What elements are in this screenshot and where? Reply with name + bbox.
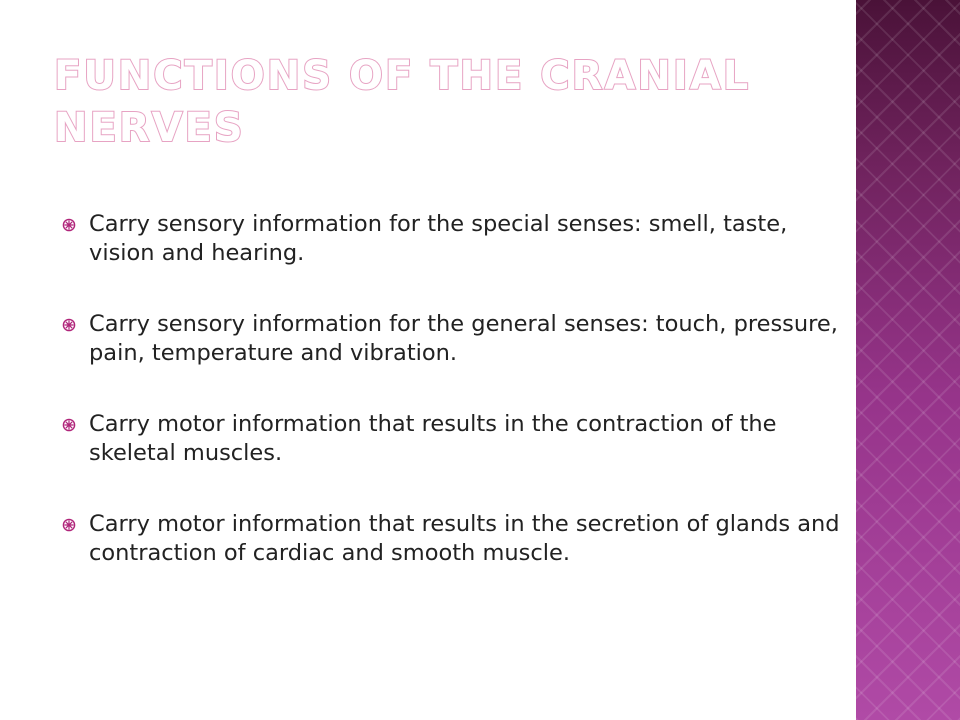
bullet-item (60, 210, 840, 268)
bullet-item (60, 510, 840, 568)
bullet-text: Carry sensory information for the general senses: touch, pressure, pain, temperature and vibration. (89, 311, 838, 366)
bullet-text: Carry motor information that results in the secretion of glands and contraction of cardiac and smooth muscle. (89, 511, 840, 566)
radial-bullet-icon (62, 318, 76, 332)
side-decorative-panel (856, 0, 960, 720)
bullet-item (60, 410, 840, 468)
slide-title: FUNCTIONS OF THE CRANIAL NERVES (54, 53, 751, 151)
bullet-item (60, 310, 840, 368)
radial-bullet-icon (62, 418, 76, 432)
radial-bullet-icon (62, 518, 76, 532)
radial-bullet-icon (62, 218, 76, 232)
bullet-list (60, 210, 840, 610)
bullet-text: Carry motor information that results in the contraction of the skeletal muscles. (89, 411, 777, 466)
bullet-text: Carry sensory information for the special senses: smell, taste, vision and hearing. (89, 211, 788, 266)
